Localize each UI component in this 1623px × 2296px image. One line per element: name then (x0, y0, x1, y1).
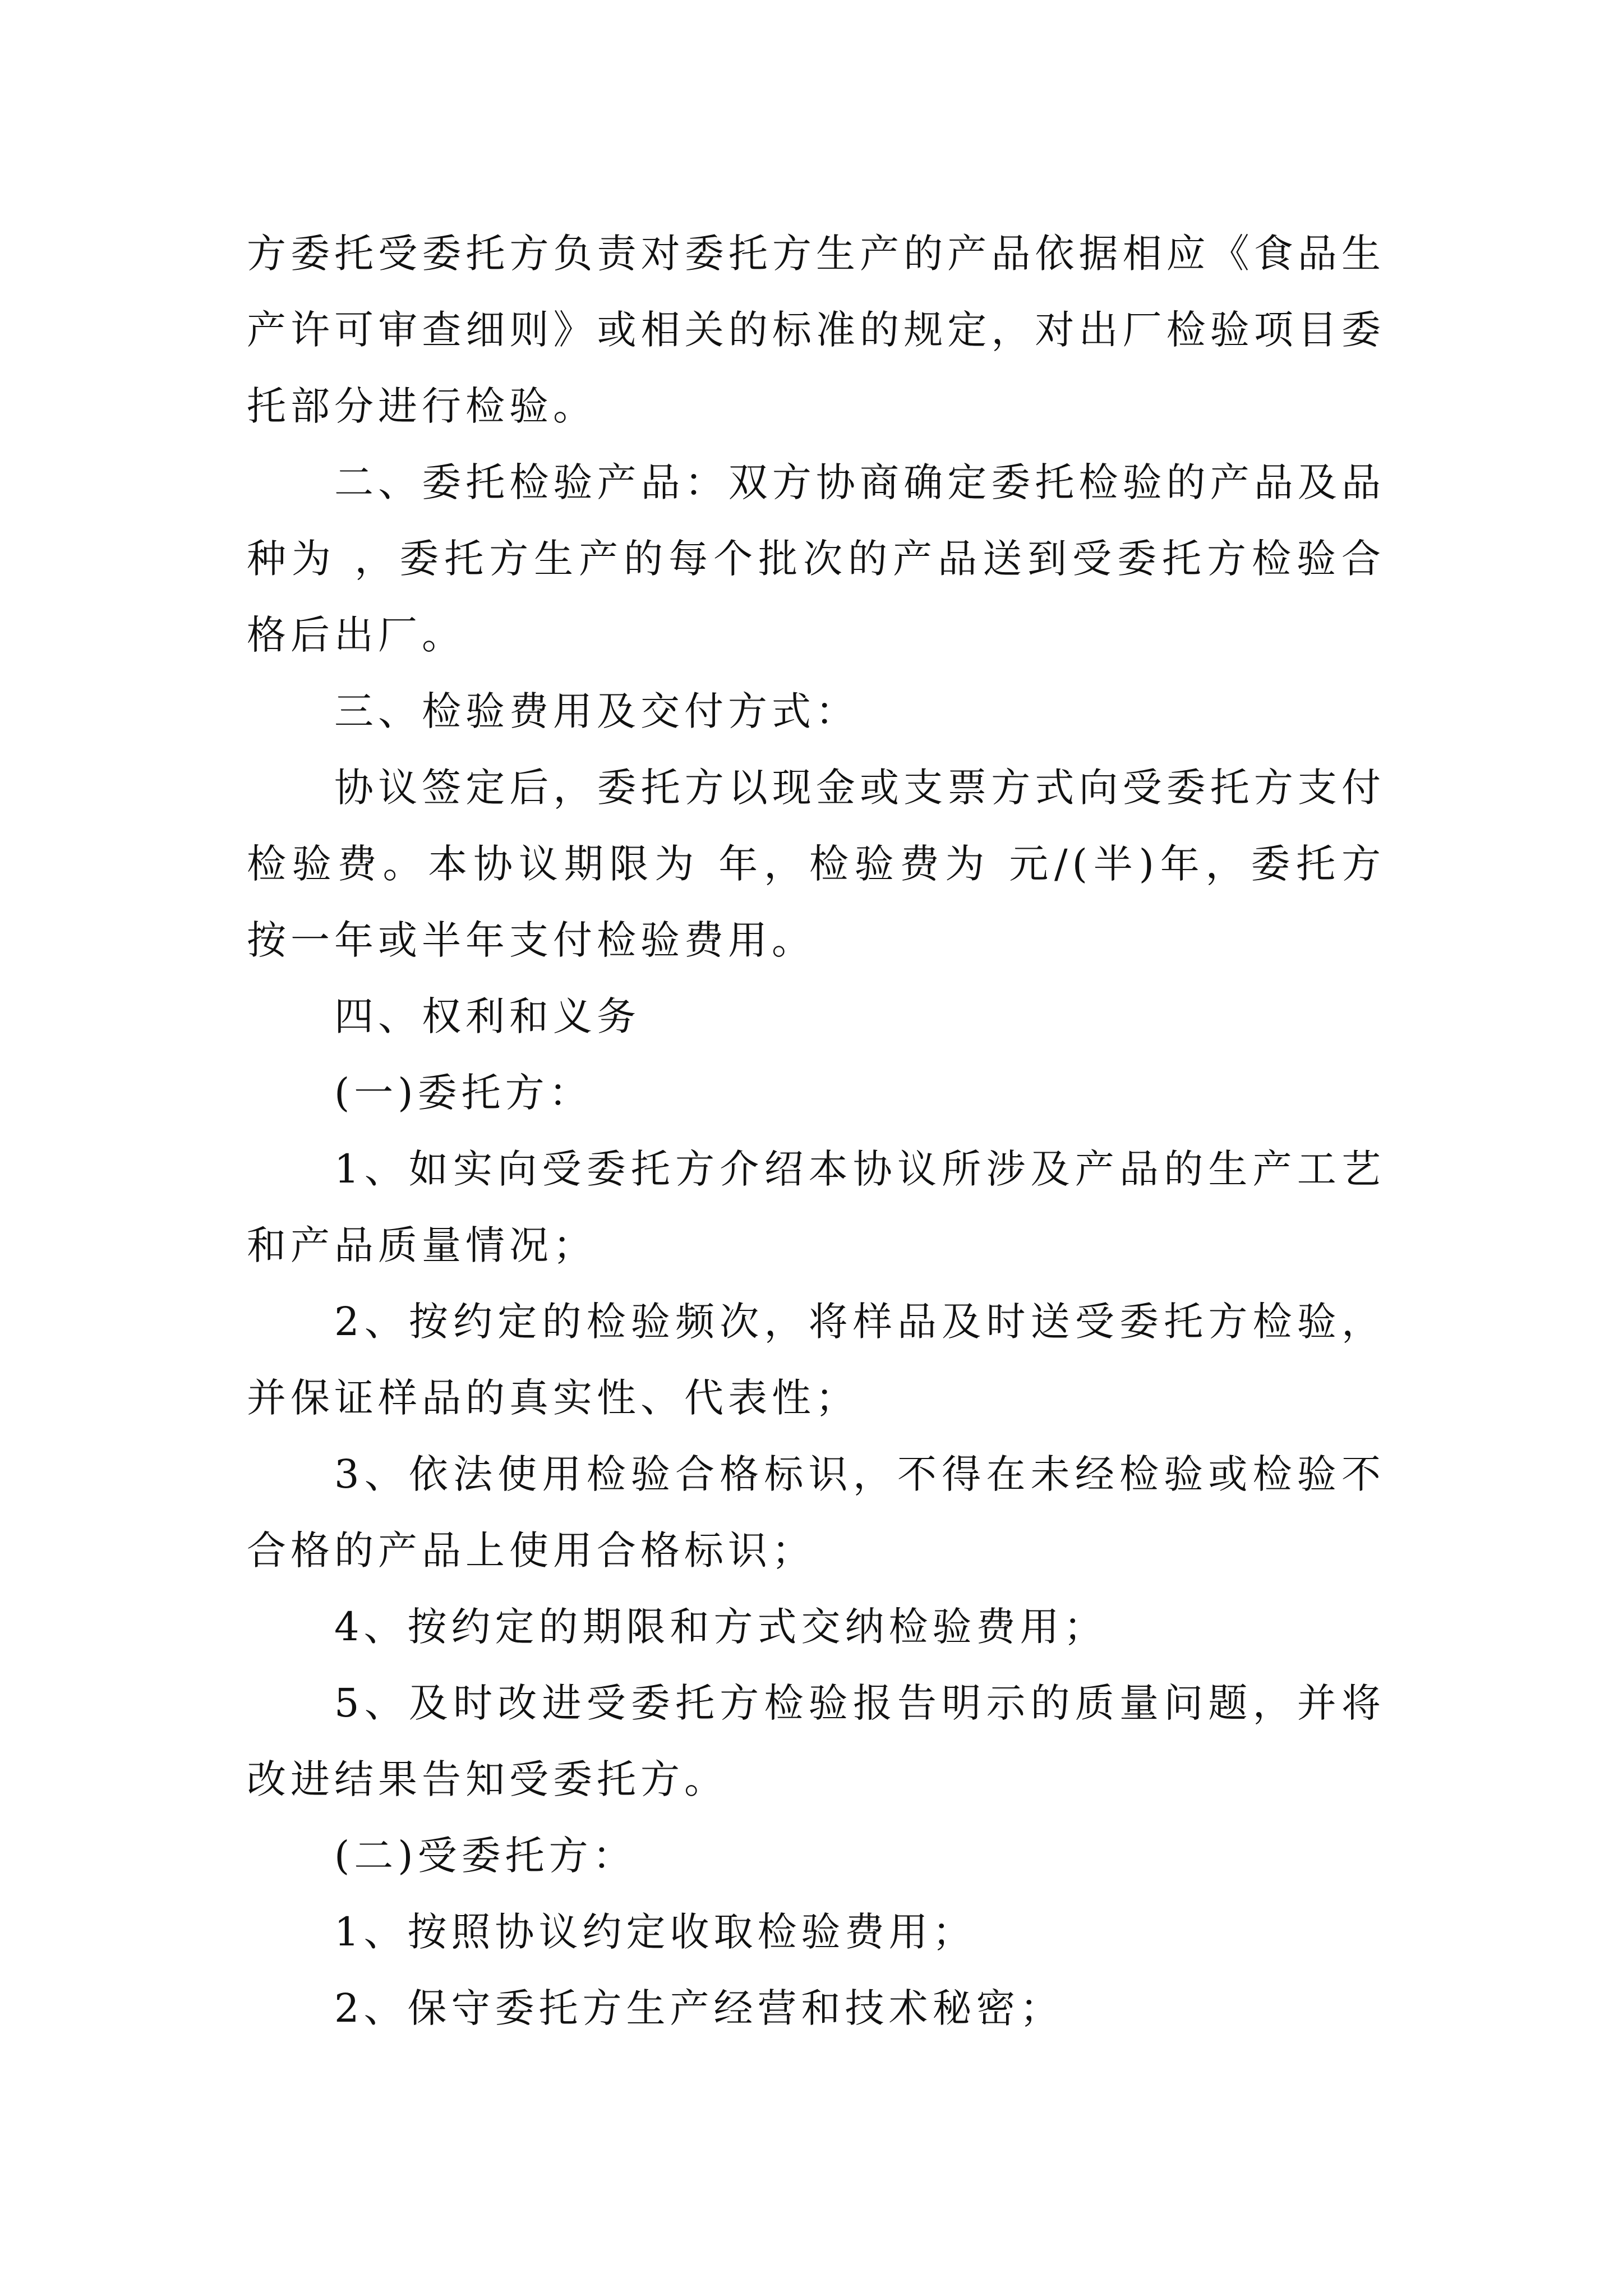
paragraph-section-3-heading: 三、检验费用及交付方式： (334, 688, 859, 734)
paragraph-client-item-1: 1、如实向受委托方介绍本协议所涉及产品的生产工艺和产品质量情况； (247, 1146, 1385, 1268)
paragraph-client-item-3: 3、依法使用检验合格标识，不得在未经检验或检验不合格的产品上使用合格标识； (247, 1451, 1385, 1573)
paragraph-client-item-2: 2、按约定的检验频次，将样品及时送受委托方检验，并保证样品的真实性、代表性； (247, 1299, 1385, 1421)
paragraph-contractor-item-2: 2、保守委托方生产经营和技术秘密； (334, 1985, 1064, 2031)
paragraph-client-heading: (一)委托方： (334, 1070, 593, 1116)
paragraph-contractor-heading: (二)受委托方： (334, 1833, 637, 1879)
paragraph-section-4-heading: 四、权利和义务 (334, 993, 640, 1039)
paragraph-section-3-body: 协议签定后，委托方以现金或支票方式向受委托方支付检验费。本协议期限为 年，检验费为 元/(半)年，委托方按一年或半年支付检验费用。 (247, 765, 1385, 963)
paragraph-client-item-4: 4、按约定的期限和方式交纳检验费用； (334, 1604, 1108, 1650)
paragraph-section-2: 二、委托检验产品：双方协商确定委托检验的产品及品种为 ，委托方生产的每个批次的产品送到受委托方检验合格后出厂。 (247, 459, 1385, 658)
paragraph-contractor-item-1: 1、按照协议约定收取检验费用； (334, 1909, 976, 1955)
paragraph-client-item-5: 5、及时改进受委托方检验报告明示的质量问题，并将改进结果告知受委托方。 (247, 1680, 1385, 1802)
document-body (247, 215, 1385, 2046)
paragraph-continuation: 方委托受委托方负责对委托方生产的产品依据相应《食品生产许可审查细则》或相关的标准的规定，对出厂检验项目委托部分进行检验。 (247, 231, 1385, 429)
